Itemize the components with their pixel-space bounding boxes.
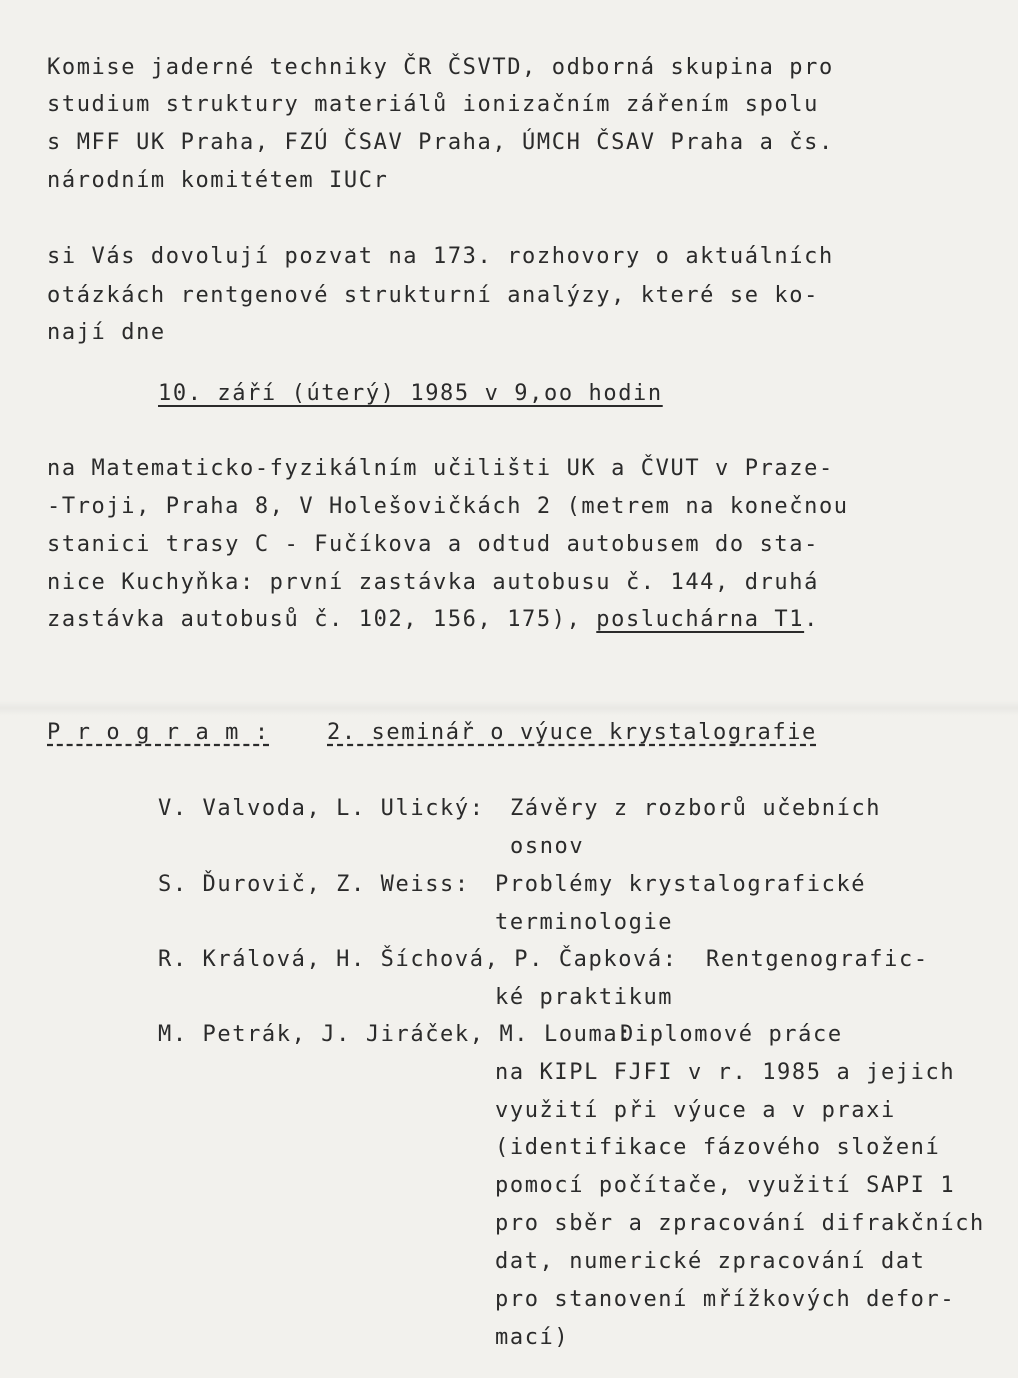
intro-line-4: národním komitétem IUCr [47,168,389,193]
talk-4-title-line-1: Diplomové práce [620,1022,843,1047]
talk-1-authors: V. Valvoda, L. Ulický: [158,796,485,821]
location-line-2: -Troji, Praha 8, V Holešovičkách 2 (metrem na konečnou [47,494,849,519]
intro-line-3: s MFF UK Praha, FZÚ ČSAV Praha, ÚMCH ČSAV Praha a čs. [47,130,834,155]
talk-4-title-line-2: na KIPL FJFI v r. 1985 a jejich [495,1060,956,1085]
location-last-prefix: zastávka autobusů č. 102, 156, 175), [47,607,597,632]
program-label: P r o g r a m : [47,720,270,745]
talk-2-title-line-2: terminologie [495,910,674,935]
talk-4-title-line-9: mací) [495,1325,570,1350]
talk-4-title-line-3: využití při výuce a v praxi [495,1098,896,1123]
invitation-line-3: nají dne [47,320,166,345]
talk-4-title-line-7: dat, numerické zpracování dat [495,1249,926,1274]
location-line-1: na Matematicko-fyzikálním učilišti UK a ČVUT v Praze- [47,456,834,481]
talk-4-title-line-5: pomocí počítače, využití SAPI 1 [495,1173,956,1198]
location-line-5 [47,607,819,633]
talk-3-authors: R. Králová, H. Šíchová, P. Čapková: [158,947,678,972]
talk-2-title-line-1: Problémy krystalografické [495,872,867,897]
location-last-suffix: . [804,607,819,632]
invitation-line-1: si Vás dovolují pozvat na 173. rozhovory o aktuálních [47,244,834,269]
talk-2-authors: S. Ďurovič, Z. Weiss: [158,872,470,897]
event-date: 10. září (úterý) 1985 v 9,oo hodin [158,381,663,406]
talk-3-title-line-2: ké praktikum [495,985,674,1010]
program-title: 2. seminář o výuce krystalografie [327,720,817,745]
intro-line-1: Komise jaderné techniky ČR ČSVTD, odborná skupina pro [47,55,834,80]
invitation-line-2: otázkách rentgenové strukturní analýzy, které se ko- [47,283,819,308]
talk-4-title-line-6: pro sběr a zpracování difrakčních [495,1211,985,1236]
talk-4-title-line-8: pro stanovení mřížkových defor- [495,1287,956,1312]
talk-4-authors: M. Petrák, J. Jiráček, M. Louma: [158,1022,634,1047]
lecture-room: posluchárna T1 [596,607,805,632]
talk-3-title-line-1: Rentgenografic- [706,947,929,972]
talk-1-title-line-1: Závěry z rozborů učebních [510,796,882,821]
talk-4-title-line-4: (identifikace fázového složení [495,1135,941,1160]
location-line-4: nice Kuchyňka: první zastávka autobusu č. 144, druhá [47,570,819,595]
talk-1-title-line-2: osnov [510,834,585,859]
location-line-3: stanici trasy C - Fučíkova a odtud autobusem do sta- [47,532,819,557]
intro-line-2: studium struktury materiálů ionizačním zářením spolu [47,92,819,117]
